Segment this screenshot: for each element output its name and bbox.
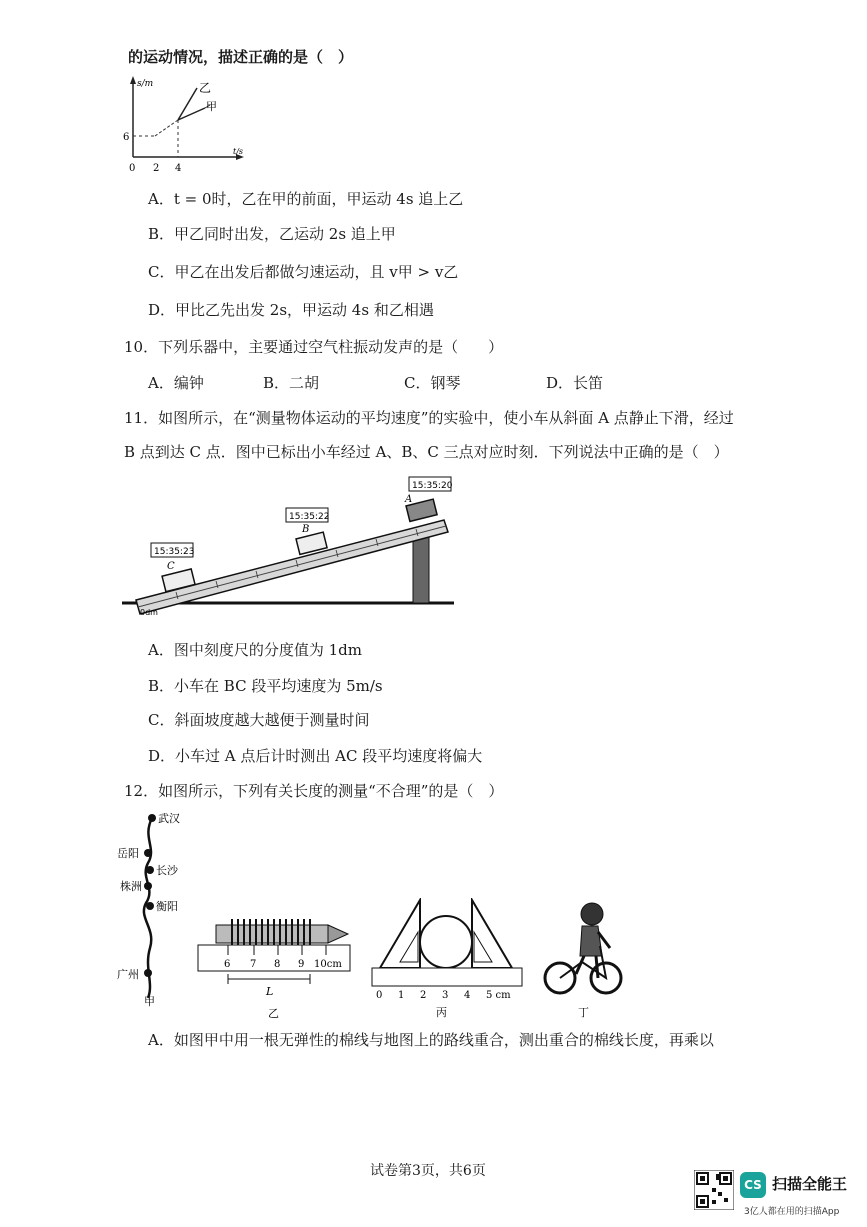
q9-stem-tail: 的运动情况，描述正确的是（ ） [128, 48, 354, 66]
q12-option-a: A．如图甲中用一根无弹性的棉线与地图上的路线重合，测出重合的棉线长度，再乘以 [148, 1031, 714, 1049]
q12-cyclist [542, 898, 624, 1023]
q9-option-c: C．甲乙在出发后都做匀速运动，且 v甲 > v乙 [148, 263, 459, 281]
scanner-logo-icon: CS [740, 1172, 766, 1198]
ruler-yi-6: 6 [224, 959, 231, 970]
ruler-bing [372, 968, 522, 986]
q11-incline-figure [118, 472, 458, 622]
fig-label-ding: 丁 [578, 1006, 589, 1019]
pencil-tip [328, 925, 348, 943]
q12-stem: 12．如图所示，下列有关长度的测量“不合理”的是（ ） [124, 782, 504, 800]
city-dot-wuhan [148, 814, 156, 822]
x-axis-label: t/s [233, 147, 244, 156]
triangle-left-inner [400, 932, 418, 962]
q9-option-d: D．甲比乙先出发 2s，甲运动 4s 和乙相遇 [148, 301, 434, 319]
ruler-yi-8: 8 [274, 959, 281, 970]
point-label-c: C [167, 561, 175, 572]
city-dot-zhuzhou [144, 882, 152, 890]
city-yueyang: 岳阳 [117, 847, 139, 860]
q9-option-a: A．t = 0时，乙在甲的前面，甲运动 4s 追上乙 [148, 190, 464, 208]
ruler-midline [138, 526, 446, 607]
ruler-bing-2: 2 [420, 990, 427, 1001]
q11-option-b: B．小车在 BC 段平均速度为 5m/s [148, 677, 383, 695]
q10-option-a: A．编钟 [148, 374, 204, 392]
q11-option-a: A．图中刻度尺的分度值为 1dm [148, 641, 362, 659]
point-label-a: A [405, 494, 413, 505]
ruler-bing-0: 0 [376, 990, 383, 1001]
ruler-bing-1: 1 [398, 990, 405, 1001]
city-dot-yueyang [144, 849, 152, 857]
y-axis-arrow [130, 76, 136, 84]
triangle-left [380, 900, 420, 968]
x-tick-4: 4 [175, 163, 182, 174]
q10-option-c: C．钢琴 [404, 374, 461, 392]
q12-ball-triangles [370, 898, 530, 1023]
ruler-zero-label: 0dm [140, 608, 158, 617]
q10-stem: 10．下列乐器中，主要通过空气柱振动发声的是（ ） [124, 338, 504, 356]
ruler-bing-3: 3 [442, 990, 449, 1001]
x-tick-0: 0 [129, 163, 136, 174]
line-label-jia: 甲 [206, 100, 217, 113]
y-axis-label: s/m [137, 79, 154, 89]
clock-c-time: 15:35:23 [154, 547, 195, 557]
q9-option-b: B．甲乙同时出发，乙运动 2s 追上甲 [148, 225, 396, 243]
city-hengyang: 衡阳 [156, 900, 178, 913]
point-label-b: B [302, 524, 310, 535]
clock-a-time: 15:35:20 [412, 481, 453, 491]
city-dot-hengyang [146, 902, 154, 910]
q11-option-c: C．斜面坡度越大越便于测量时间 [148, 711, 370, 729]
q10-option-b: B．二胡 [263, 374, 320, 392]
city-changsha: 长沙 [156, 864, 178, 877]
fig-label-jia: 甲 [144, 995, 155, 1008]
cyclist-head [581, 903, 603, 925]
line-label-yi: 乙 [199, 81, 212, 95]
qr-code-icon [694, 1170, 734, 1210]
q11-stem-line1: 11．如图所示，在“测量物体运动的平均速度”的实验中，使小车从斜面 A 点静止下滑，经过 [124, 409, 734, 427]
fig-label-bing: 丙 [436, 1006, 447, 1019]
x-tick-2: 2 [153, 163, 160, 174]
city-dot-changsha [146, 866, 154, 874]
clock-b-time: 15:35:22 [289, 512, 330, 522]
q11-option-d: D．小车过 A 点后计时测出 AC 段平均速度将偏大 [148, 747, 483, 765]
q12-coil-ruler [196, 905, 356, 1023]
scanner-slogan: 3亿人都在用的扫描App [744, 1207, 840, 1217]
city-dot-guangzhou [144, 969, 152, 977]
q11-stem-line2: B 点到达 C 点．图中已标出小车经过 A、B、C 三点对应时刻．下列说法中正确的是（ ） [124, 443, 729, 461]
line-ext [155, 120, 178, 136]
support-post [413, 534, 429, 603]
ruler-yi-7: 7 [250, 959, 257, 970]
scanner-brand-name: 扫描全能王 [772, 1175, 848, 1193]
q12-map-route [112, 808, 192, 1018]
q9-st-graph [115, 70, 255, 180]
triangle-right-inner [474, 932, 492, 962]
ruler-bing-4: 4 [464, 990, 471, 1001]
q10-option-d: D．长笛 [546, 374, 604, 392]
fig-label-yi: 乙 [268, 1007, 279, 1020]
page-footer: 试卷第3页，共6页 [370, 1163, 486, 1179]
triangle-right [472, 900, 512, 968]
ruler-bing-5cm: 5 cm [486, 990, 511, 1001]
cyclist-body [580, 926, 602, 956]
city-zhuzhou: 株洲 [120, 880, 142, 893]
city-wuhan: 武汉 [158, 812, 180, 825]
y-tick-6: 6 [123, 132, 130, 143]
ruler-yi-9: 9 [298, 959, 305, 970]
ruler-yi-10cm: 10cm [314, 959, 342, 970]
city-guangzhou: 广州 [117, 968, 139, 981]
ball [420, 916, 472, 968]
length-label: L [266, 985, 274, 998]
